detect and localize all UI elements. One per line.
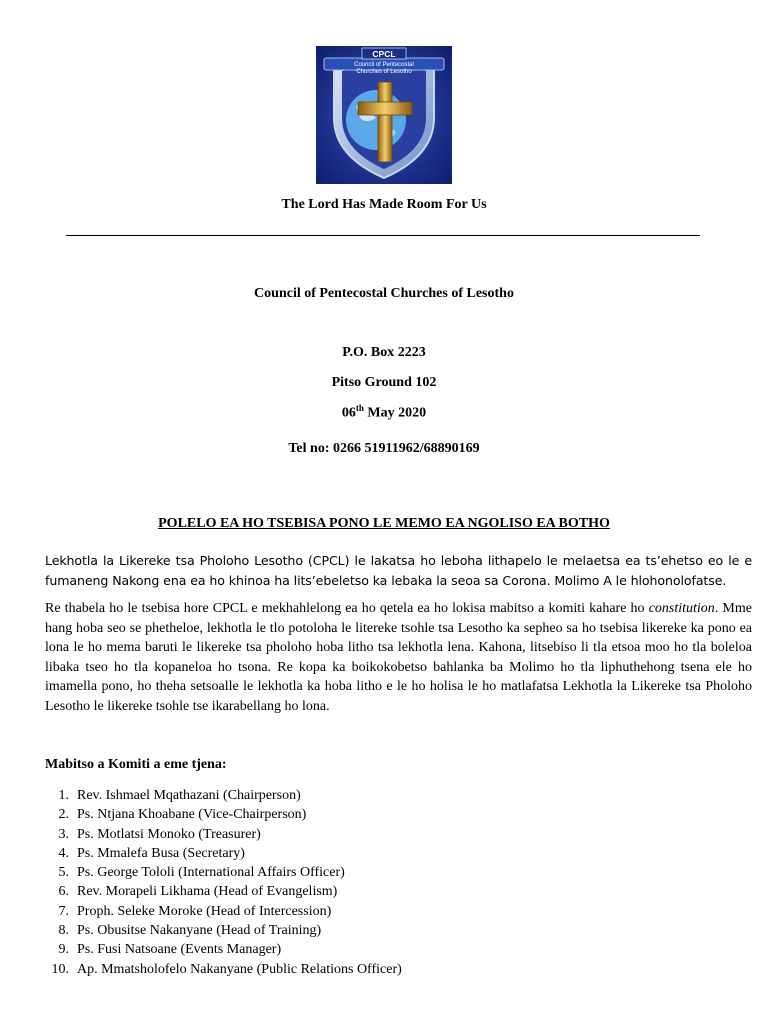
list-item-text: Ps. Motlatsi Monoko (Treasurer) bbox=[77, 826, 261, 842]
list-item bbox=[45, 805, 402, 824]
list-number: 2. bbox=[58, 807, 69, 823]
list-item bbox=[45, 882, 402, 901]
address-po-box: P.O. Box 2223 bbox=[342, 345, 426, 360]
date-day: 06 bbox=[341, 405, 356, 421]
list-number: 1. bbox=[58, 788, 69, 803]
list-item bbox=[45, 921, 402, 940]
paragraph-1: Lekhotla la Likereke tsa Pholoho Lesotho (CPCL) le lakatsa ho leboha lithapelo le melaetsa ea ts’ehetso eo le e fumaneng Nakong ena ea ho khinoa ha lits’ebeletso ka lebaka la seoa sa Corona. Molimo A le hlohonolofatse. bbox=[45, 553, 752, 588]
paragraph-2-part1: Re thabela ho le tsebisa hore CPCL e mekhahlelong ea ho qetela ea ho lokisa mabitso a komiti kahare ho bbox=[45, 601, 649, 616]
list-item-text: Proph. Seleke Moroke (Head of Intercession) bbox=[77, 903, 332, 919]
list-item-text: Ps. Fusi Natsoane (Events Manager) bbox=[77, 942, 282, 958]
motto: The Lord Has Made Room For Us bbox=[281, 197, 487, 212]
list-item-text: Ps. Ntjana Khoabane (Vice-Chairperson) bbox=[77, 807, 307, 823]
list-item bbox=[45, 844, 402, 863]
committee-list bbox=[45, 786, 402, 979]
logo-ribbon-line1: Council of Pentecostal bbox=[354, 62, 414, 68]
paragraph-2-part2: . Mme hang hoba seo se phetheloe, lekhotla le tlo potoloha le litereke tsohle tsa Lesotho ka sepheo sa ho tsebisa likereke ka pono ea lona le ho mema baruti le likereke tsa pholoho hoba litho tsa lekhotla lena. Kahona, litsebiso li tla etsoa moo ho tla boleloa libaka tseo ho tla kopaneloa ho tsona. Re kopa ka boikokobetso bahlanka ba Molimo ho tla liphuthehong tsena ele ho imamella pono, ho theha setsoalle le lekhotla ka hoba litho e le ho holisa le ho matlafatsa Lekhotla la Likereke tsa Pholoho Lesotho le likereke tsohle tse ikarabellang ho lona. bbox=[45, 601, 752, 714]
list-number: 10. bbox=[51, 961, 69, 977]
list-number: 9. bbox=[58, 942, 69, 958]
list-item bbox=[45, 940, 402, 959]
list-item bbox=[45, 786, 402, 805]
paragraph-2-italic: constitution bbox=[648, 601, 715, 616]
list-item-text: Ps. George Tololi (International Affairs Officer) bbox=[77, 865, 345, 881]
list-item-text: Ap. Mmatsholofelo Nakanyane (Public Relations Officer) bbox=[77, 961, 402, 977]
logo-top-text: CPCL bbox=[372, 49, 396, 59]
logo-ribbon-line2: Churches of Lesotho bbox=[356, 69, 412, 75]
list-number: 7. bbox=[58, 903, 69, 919]
date-month-year: May 2020 bbox=[363, 405, 427, 421]
notice-title bbox=[0, 516, 768, 532]
list-number: 8. bbox=[58, 923, 69, 939]
committee-heading: Mabitso a Komiti a eme tjena: bbox=[45, 757, 227, 772]
list-item bbox=[45, 902, 402, 921]
list-item-text: Rev. Ishmael Mqathazani (Chairperson) bbox=[77, 788, 301, 803]
list-item bbox=[45, 825, 402, 844]
list-item-text: Ps. Obusitse Nakanyane (Head of Training) bbox=[77, 923, 322, 939]
cpcl-logo bbox=[316, 46, 452, 184]
notice-title-text: POLELO EA HO TSEBISA PONO LE MEMO EA NGOLISO EA BOTHO bbox=[158, 516, 610, 531]
letter-date bbox=[0, 403, 768, 422]
list-item bbox=[45, 960, 402, 979]
list-item-text: Rev. Morapeli Likhama (Head of Evangelism) bbox=[77, 884, 338, 900]
horizontal-rule bbox=[66, 235, 700, 236]
organization-name: Council of Pentecostal Churches of Lesotho bbox=[254, 286, 514, 301]
cpcl-emblem-icon bbox=[316, 46, 452, 184]
list-number: 6. bbox=[58, 884, 69, 900]
list-number: 3. bbox=[58, 826, 69, 842]
telephone: Tel no: 0266 51911962/68890169 bbox=[288, 441, 480, 456]
date-suffix: th bbox=[355, 403, 364, 413]
list-number: 4. bbox=[58, 845, 69, 861]
list-number: 5. bbox=[58, 865, 69, 881]
address-location: Pitso Ground 102 bbox=[331, 375, 437, 390]
paragraph-2 bbox=[45, 599, 752, 716]
list-item bbox=[45, 863, 402, 882]
list-item-text: Ps. Mmalefa Busa (Secretary) bbox=[77, 845, 245, 861]
